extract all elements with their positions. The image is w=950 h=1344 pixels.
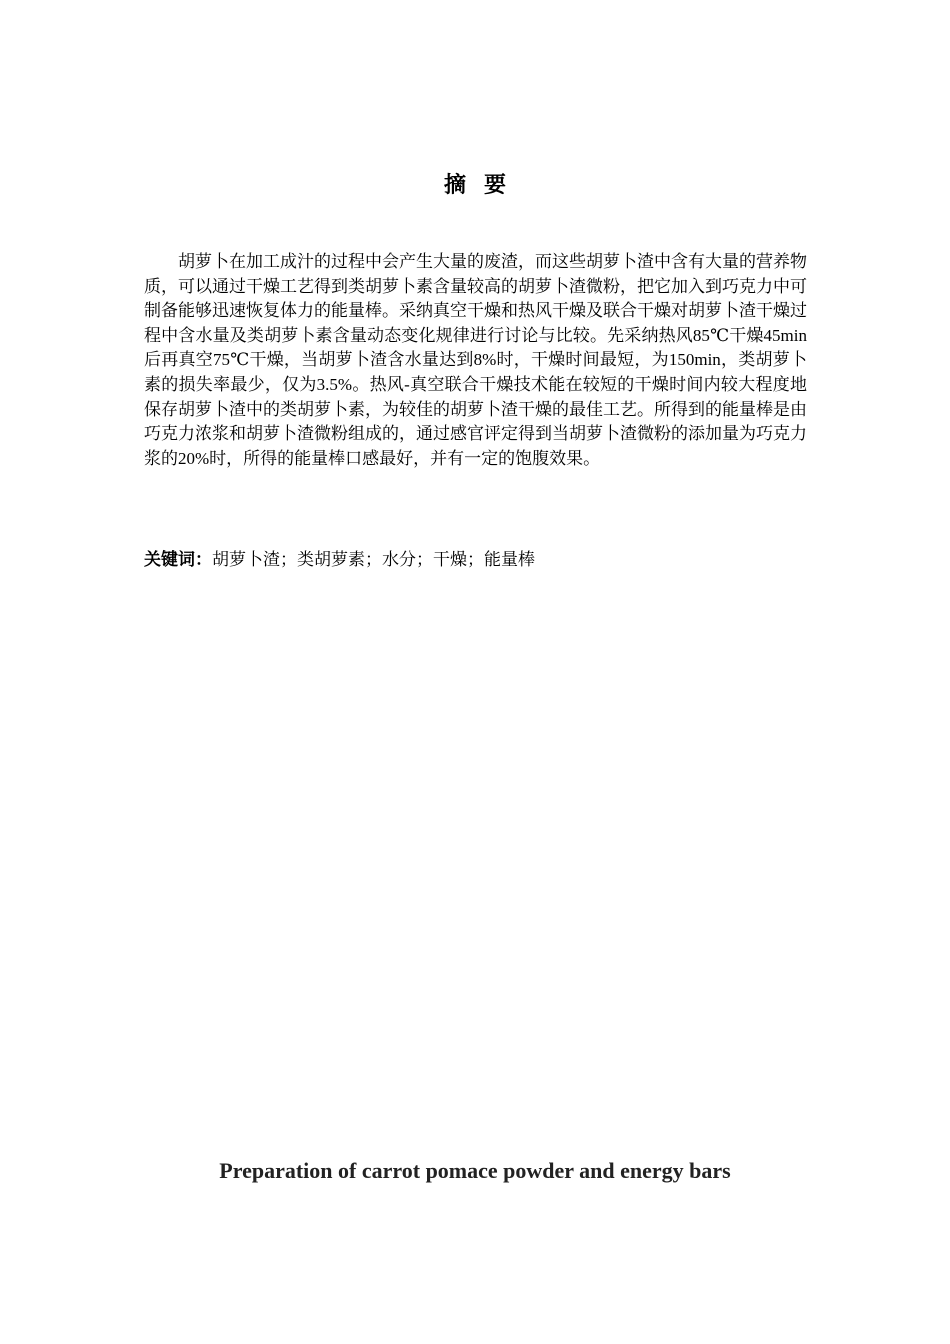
english-title: Preparation of carrot pomace powder and energy bars — [219, 1158, 731, 1183]
abstract-title: 摘要 — [443, 172, 524, 198]
keywords-line — [144, 548, 807, 572]
abstract-body: 胡萝卜在加工成汁的过程中会产生大量的废渣，而这些胡萝卜渣中含有大量的营养物质，可以通过干燥工艺得到类胡萝卜素含量较高的胡萝卜渣微粉，把它加入到巧克力中可制备能够迅速恢复体力的能量棒。采纳真空干燥和热风干燥及联合干燥对胡萝卜渣干燥过程中含水量及类胡萝卜素含量动态变化规律进行讨论与比较。先采纳热风85℃干燥45min后再真空75℃干燥，当胡萝卜渣含水量达到8%时，干燥时间最短，为150min，类胡萝卜素的损失率最少，仅为3.5%。热风-真空联合干燥技术能在较短的干燥时间内较大程度地保存胡萝卜渣中的类胡萝卜素，为较佳的胡萝卜渣干燥的最佳工艺。所得到的能量棒是由巧克力浓浆和胡萝卜渣微粉组成的，通过感官评定得到当胡萝卜渣微粉的添加量为巧克力浆的20%时，所得的能量棒口感最好，并有一定的饱腹效果。 — [144, 252, 807, 468]
keywords-value: 胡萝卜渣；类胡萝素；水分；干燥；能量棒 — [212, 550, 535, 569]
keywords-label: 关键词： — [144, 550, 212, 569]
